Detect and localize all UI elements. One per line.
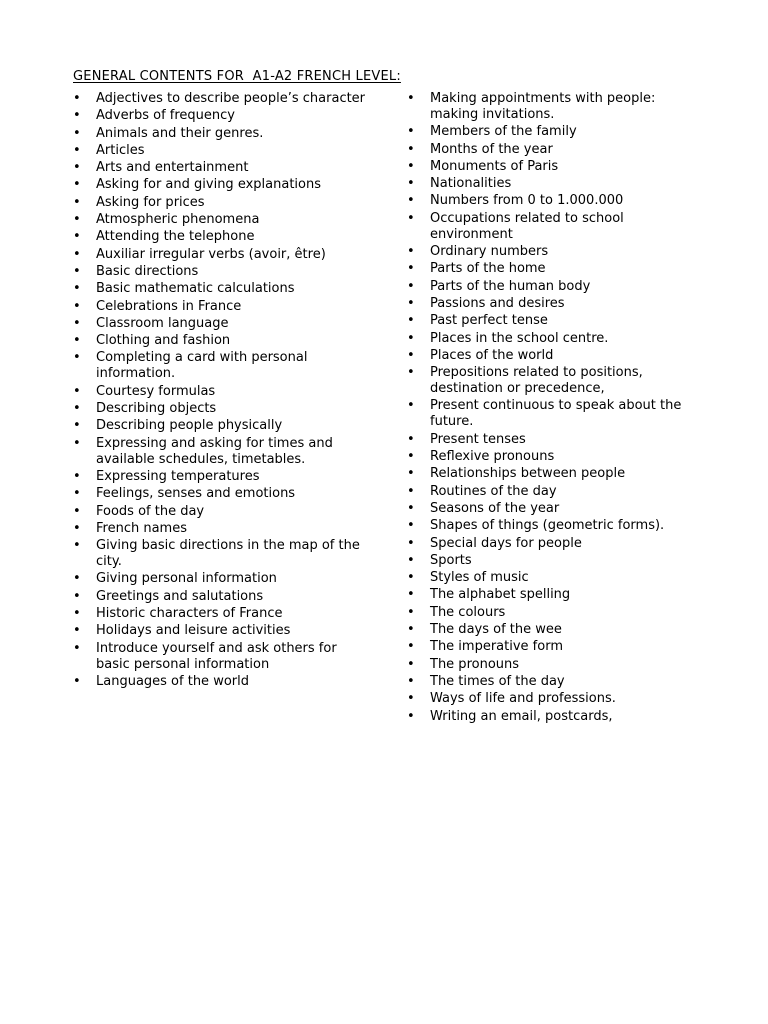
list-item: • Greetings and salutations (73, 589, 373, 605)
list-item: • Occupations related to school environment (407, 211, 707, 243)
list-item: • Styles of music (407, 570, 707, 586)
topics-list-left (73, 91, 373, 691)
list-item: • Special days for people (407, 536, 707, 552)
list-item: • Present continuous to speak about the future. (407, 398, 707, 430)
topics-list-right (407, 91, 707, 726)
list-item: • Parts of the home (407, 261, 707, 277)
list-item: • Classroom language (73, 316, 373, 332)
list-item: • Languages of the world (73, 674, 373, 690)
list-item: • Foods of the day (73, 504, 373, 520)
list-item: • Writing an email, postcards, (407, 709, 707, 725)
list-item: • Animals and their genres. (73, 126, 373, 142)
list-item: • Introduce yourself and ask others for basic personal information (73, 641, 373, 673)
list-item: • Seasons of the year (407, 501, 707, 517)
list-item: • Clothing and fashion (73, 333, 373, 349)
list-item: • Asking for prices (73, 195, 373, 211)
list-item: • Monuments of Paris (407, 159, 707, 175)
list-item: • Shapes of things (geometric forms). (407, 518, 707, 534)
list-item: • The pronouns (407, 657, 707, 673)
list-item: • Giving personal information (73, 571, 373, 587)
list-item: • Numbers from 0 to 1.000.000 (407, 193, 707, 209)
list-item: • The imperative form (407, 639, 707, 655)
list-item: • Months of the year (407, 142, 707, 158)
page-title: GENERAL CONTENTS FOR A1-A2 FRENCH LEVEL: (73, 69, 401, 84)
list-item: • The alphabet spelling (407, 587, 707, 603)
list-item: • Making appointments with people: making invitations. (407, 91, 707, 123)
list-item: • Attending the telephone (73, 229, 373, 245)
list-item: • Atmospheric phenomena (73, 212, 373, 228)
list-item: • Describing objects (73, 401, 373, 417)
list-item: • Members of the family (407, 124, 707, 140)
list-item: • Holidays and leisure activities (73, 623, 373, 639)
list-item: • Expressing temperatures (73, 469, 373, 485)
list-item: • Ways of life and professions. (407, 691, 707, 707)
list-item: • Feelings, senses and emotions (73, 486, 373, 502)
list-item: • Ordinary numbers (407, 244, 707, 260)
list-item: • Relationships between people (407, 466, 707, 482)
list-item: • Adjectives to describe people’s character (73, 91, 373, 107)
list-item: • Adverbs of frequency (73, 108, 373, 124)
list-item: • Auxiliar irregular verbs (avoir, être) (73, 247, 373, 263)
list-item: • The colours (407, 605, 707, 621)
list-item: • Prepositions related to positions, destination or precedence, (407, 365, 707, 397)
list-item: • Routines of the day (407, 484, 707, 500)
list-item: • Past perfect tense (407, 313, 707, 329)
list-item: • Expressing and asking for times and available schedules, timetables. (73, 436, 373, 468)
list-item: • Historic characters of France (73, 606, 373, 622)
list-item: • Completing a card with personal information. (73, 350, 373, 382)
list-item: • Sports (407, 553, 707, 569)
list-item: • Nationalities (407, 176, 707, 192)
list-item: • Present tenses (407, 432, 707, 448)
list-item: • Basic mathematic calculations (73, 281, 373, 297)
list-item: • French names (73, 521, 373, 537)
list-item: • Reflexive pronouns (407, 449, 707, 465)
list-item: • Parts of the human body (407, 279, 707, 295)
list-item: • Giving basic directions in the map of the city. (73, 538, 373, 570)
list-item: • Asking for and giving explanations (73, 177, 373, 193)
list-item: • Arts and entertainment (73, 160, 373, 176)
list-item: • Celebrations in France (73, 299, 373, 315)
list-item: • Places of the world (407, 348, 707, 364)
list-item: • Passions and desires (407, 296, 707, 312)
list-item: • The times of the day (407, 674, 707, 690)
list-item: • The days of the wee (407, 622, 707, 638)
list-item: • Places in the school centre. (407, 331, 707, 347)
list-item: • Describing people physically (73, 418, 373, 434)
list-item: • Basic directions (73, 264, 373, 280)
list-item: • Articles (73, 143, 373, 159)
list-item: • Courtesy formulas (73, 384, 373, 400)
